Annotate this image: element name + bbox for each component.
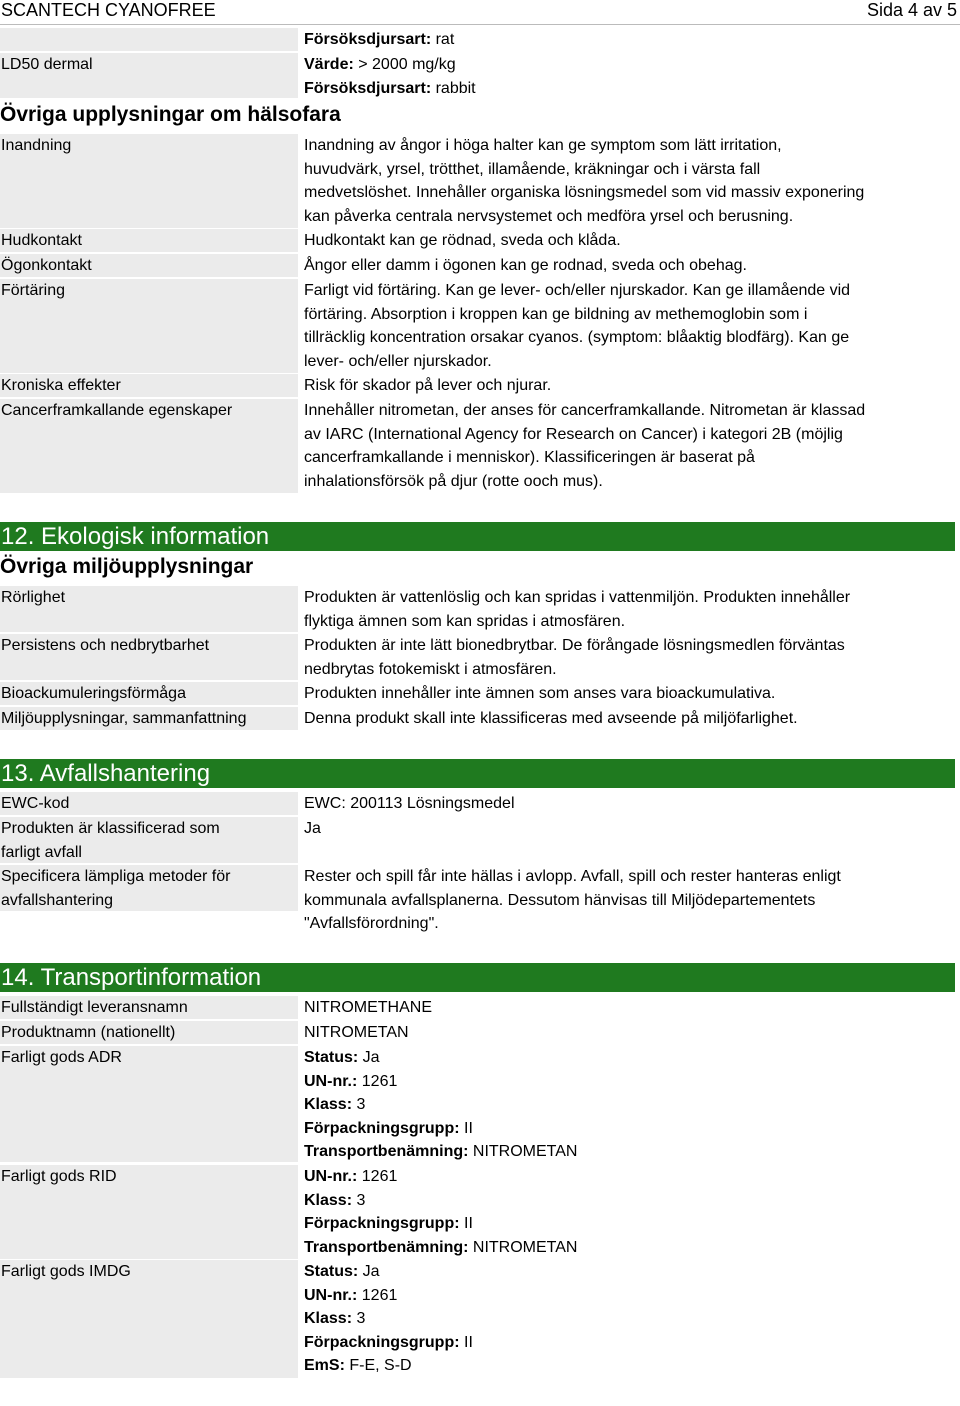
section-14-title: 14. Transportinformation	[0, 963, 955, 992]
row-label: Kroniska effekter	[0, 374, 298, 397]
section-13-title: 13. Avfallshantering	[0, 759, 955, 788]
row-value: Ja	[304, 820, 321, 837]
health-title: Övriga upplysningar om hälsofara	[0, 103, 341, 126]
section-12-subtitle: Övriga miljöupplysningar	[0, 555, 254, 578]
row-value: EWC: 200113 Lösningsmedel	[304, 795, 515, 812]
row-value: Inandning av ångor i höga halter kan ge symptom som lätt irritation, huvudvärk, yrsel, trötthet, illamående, kräkningar och i värsta fall medvetslöshet. Innehåller organiska lösningsmedel som vid massiv exponering kan påverka centrala nervsystemet och medföra yrsel och berusning.	[304, 137, 865, 225]
row-label: Persistens och nedbrytbarhet	[0, 634, 298, 680]
page-number: Sida 4 av 5	[866, 0, 957, 20]
row-value: Innehåller nitrometan, der anses för cancerframkallande. Nitrometan är klassad av IARC (International Agency for Research on Cancer) i kategori 2B (möjlig cancerframkallande i menniskor). Klassificeringen är baserat på inhalationsförsök på djur (rotte ooch mus).	[304, 402, 866, 490]
row-value: Rester och spill får inte hällas i avlopp. Avfall, spill och rester hanteras enligt kommunala avfallsplanerna. Dessutom hänvisas till Miljödepartementets "Avfallsförordning".	[304, 868, 841, 932]
row-label: EWC-kod	[0, 792, 298, 815]
row-value: NITROMETHANE	[304, 999, 432, 1016]
row-value: Ångor eller damm i ögonen kan ge rodnad, sveda och obehag.	[304, 257, 747, 274]
row-value: NITROMETAN	[304, 1024, 409, 1041]
row-label: Ögonkontakt	[0, 254, 298, 277]
row-value: Värde: > 2000 mg/kg Försöksdjursart: rabbit	[304, 56, 476, 97]
row-value: Status: Ja UN-nr.: 1261 Klass: 3 Förpackningsgrupp: II EmS: F-E, S-D	[304, 1263, 473, 1374]
row-value: Farligt vid förtäring. Kan ge lever- och/eller njurskador. Kan ge illamående vid förtäring. Absorption i kroppen kan ge bildning av methemoglobin som i tillräcklig koncentration orsakar cyanos. (symptom: blåaktig blodfärg). Kan ge lever- och/eller njurskador.	[304, 282, 851, 370]
row-value: UN-nr.: 1261 Klass: 3 Förpackningsgrupp: II Transportbenämning: NITROMETAN	[304, 1168, 578, 1256]
row-value: Produkten är inte lätt bionedbrytbar. De förångade lösningsmedlen förväntas nedbrytas fotokemiskt i atmosfären.	[304, 637, 845, 678]
row-label: Produkten är klassificerad som farligt avfall	[0, 817, 298, 863]
row-label	[0, 28, 298, 51]
section-12-title: 12. Ekologisk information	[0, 522, 955, 551]
row-label: Specificera lämpliga metoder för avfallshantering	[0, 865, 298, 911]
row-value: Produkten är vattenlöslig och kan spridas i vattenmiljön. Produkten innehåller flyktiga ämnen som kan spridas i atmosfären.	[304, 589, 851, 630]
page-header	[0, 0, 960, 25]
row-label: Bioackumuleringsförmåga	[0, 682, 298, 705]
row-value: Produkten innehåller inte ämnen som anses vara bioackumulativa.	[304, 685, 776, 702]
row-label: Hudkontakt	[0, 229, 298, 252]
document-title: SCANTECH CYANOFREE	[1, 0, 216, 20]
row-value: Hudkontakt kan ge rödnad, sveda och klåda.	[304, 232, 621, 249]
row-label: Fullständigt leveransnamn	[0, 996, 298, 1019]
row-label: Farligt gods RID	[0, 1165, 298, 1259]
row-value: Risk för skador på lever och njurar.	[304, 377, 552, 394]
row-label: Cancerframkallande egenskaper	[0, 399, 298, 493]
row-label: Farligt gods ADR	[0, 1046, 298, 1162]
row-label: Miljöupplysningar, sammanfattning	[0, 707, 298, 730]
row-label: LD50 dermal	[0, 53, 298, 98]
row-label: Inandning	[0, 134, 298, 228]
row-label: Förtäring	[0, 279, 298, 373]
row-label: Rörlighet	[0, 586, 298, 632]
row-label: Produktnamn (nationellt)	[0, 1021, 298, 1044]
row-value: Status: Ja UN-nr.: 1261 Klass: 3 Förpackningsgrupp: II Transportbenämning: NITROMETAN	[304, 1049, 578, 1160]
row-value: Försöksdjursart: rat	[304, 31, 455, 48]
row-value: Denna produkt skall inte klassificeras med avseende på miljöfarlighet.	[304, 710, 798, 727]
row-label: Farligt gods IMDG	[0, 1260, 298, 1378]
